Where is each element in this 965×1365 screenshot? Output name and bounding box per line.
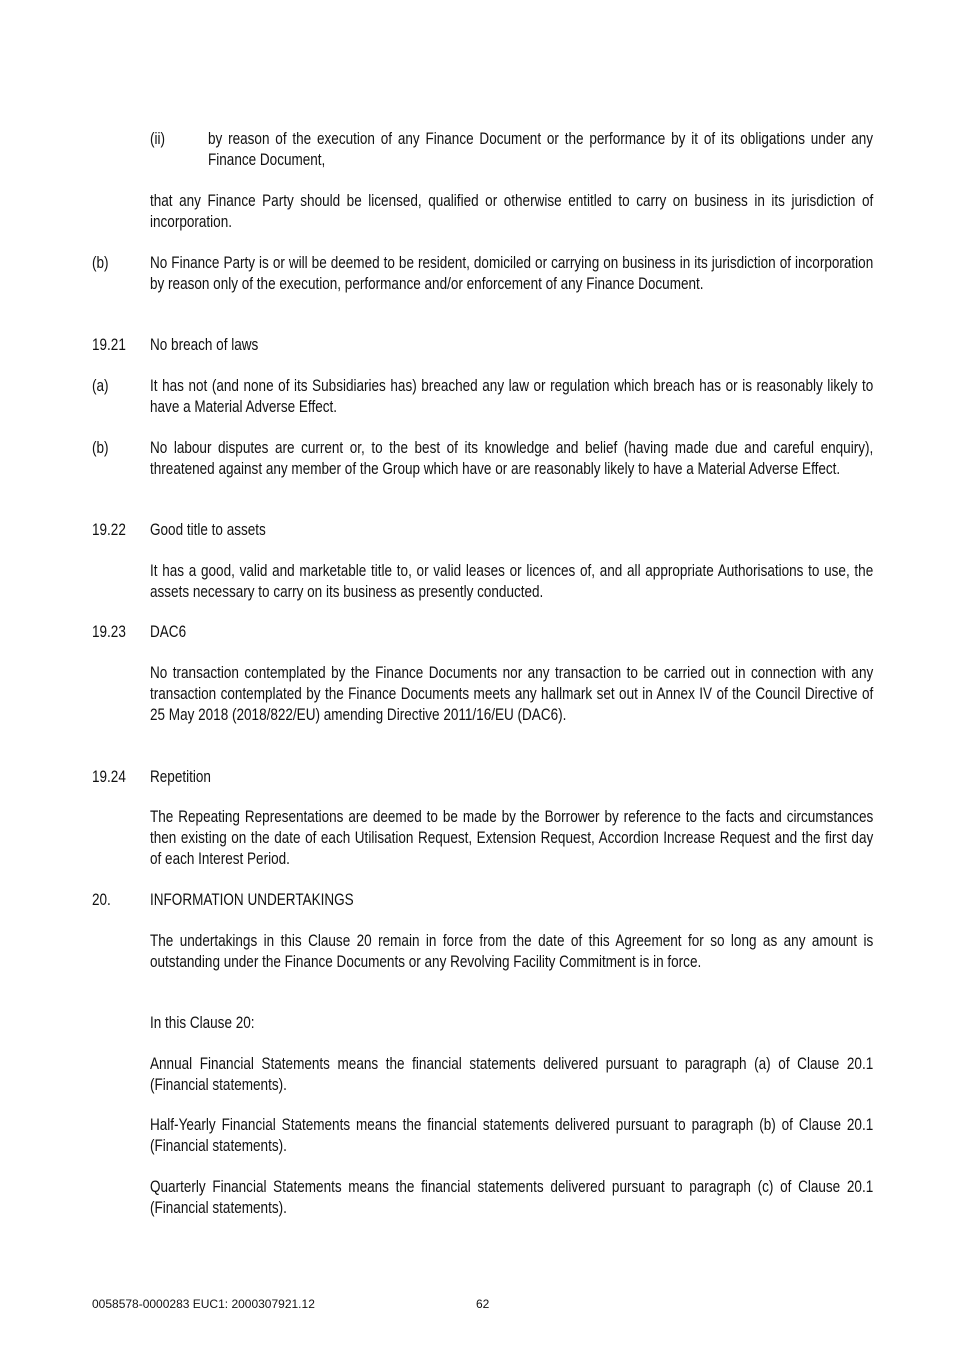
section-heading: Repetition [150, 768, 211, 786]
section-heading: Good title to assets [150, 521, 266, 539]
definition-half-yearly: Half-Yearly Financial Statements means the financial statements delivered pursuant to paragraph (b) of Clause 20.1 (Financial statements). [150, 1116, 874, 1155]
paragraph: In this Clause 20: [150, 1014, 255, 1032]
item-a-text: It has not (and none of its Subsidiaries has) breached any law or regulation which breach has or is reasonably likely to have a Material Adverse Effect. [150, 377, 874, 416]
footer-reference: 0058578-0000283 EUC1: 2000307921.12 [92, 1297, 315, 1311]
item-ii-text: by reason of the execution of any Finance Document or the performance by it of its obligations under any Finance Document, [208, 130, 874, 169]
item-b-text: No labour disputes are current or, to the best of its knowledge and belief (having made due and careful enquiry), threatened against any member of the Group which have or are reasonably likely to have a Material Adverse Effect. [150, 439, 874, 478]
definition-quarterly: Quarterly Financial Statements means the financial statements delivered pursuant to paragraph (c) of Clause 20.1 (Financial statements). [150, 1178, 874, 1217]
paragraph: The Repeating Representations are deemed to be made by the Borrower by reference to the facts and circumstances then existing on the date of each Utilisation Request, Extension Request, Accordion Increase Request and the first day of each Interest Period. [150, 808, 874, 868]
clause-number: 20. [92, 891, 111, 909]
section-number: 19.21 [92, 336, 126, 354]
paragraph: It has a good, valid and marketable title to, or valid leases or licences of, and all appropriate Authorisations to use, the assets necessary to carry on its business as presently conducted. [150, 562, 874, 601]
section-heading: No breach of laws [150, 336, 259, 354]
item-a-label: (a) [92, 377, 109, 395]
section-number: 19.24 [92, 768, 126, 786]
section-heading: DAC6 [150, 623, 187, 641]
section-number: 19.22 [92, 521, 126, 539]
paragraph: The undertakings in this Clause 20 remain in force from the date of this Agreement for so long as any amount is outstanding under the Finance Documents or any Revolving Facility Commitment is in force. [150, 932, 874, 971]
paragraph: that any Finance Party should be licensed, qualified or otherwise entitled to carry on business in its jurisdiction of incorporation. [150, 192, 874, 231]
item-b-text: No Finance Party is or will be deemed to be resident, domiciled or carrying on business in its jurisdiction of incorporation by reason only of the execution, performance and/or enforcement of any Finance Document. [150, 254, 874, 293]
item-b-label: (b) [92, 254, 109, 272]
definition-annual: Annual Financial Statements means the financial statements delivered pursuant to paragraph (a) of Clause 20.1 (Financial statements). [150, 1055, 874, 1094]
item-ii-label: (ii) [150, 130, 166, 148]
paragraph: No transaction contemplated by the Finance Documents nor any transaction to be carried out in connection with any transaction contemplated by the Finance Documents meets any hallmark set out in Annex IV of the Council Directive of 25 May 2018 (2018/822/EU) amending Directive 2011/16/EU (DAC6). [150, 664, 874, 724]
page-number: 62 [476, 1297, 490, 1311]
section-number: 19.23 [92, 623, 126, 641]
item-b-label: (b) [92, 439, 109, 457]
clause-heading: INFORMATION UNDERTAKINGS [150, 891, 354, 909]
